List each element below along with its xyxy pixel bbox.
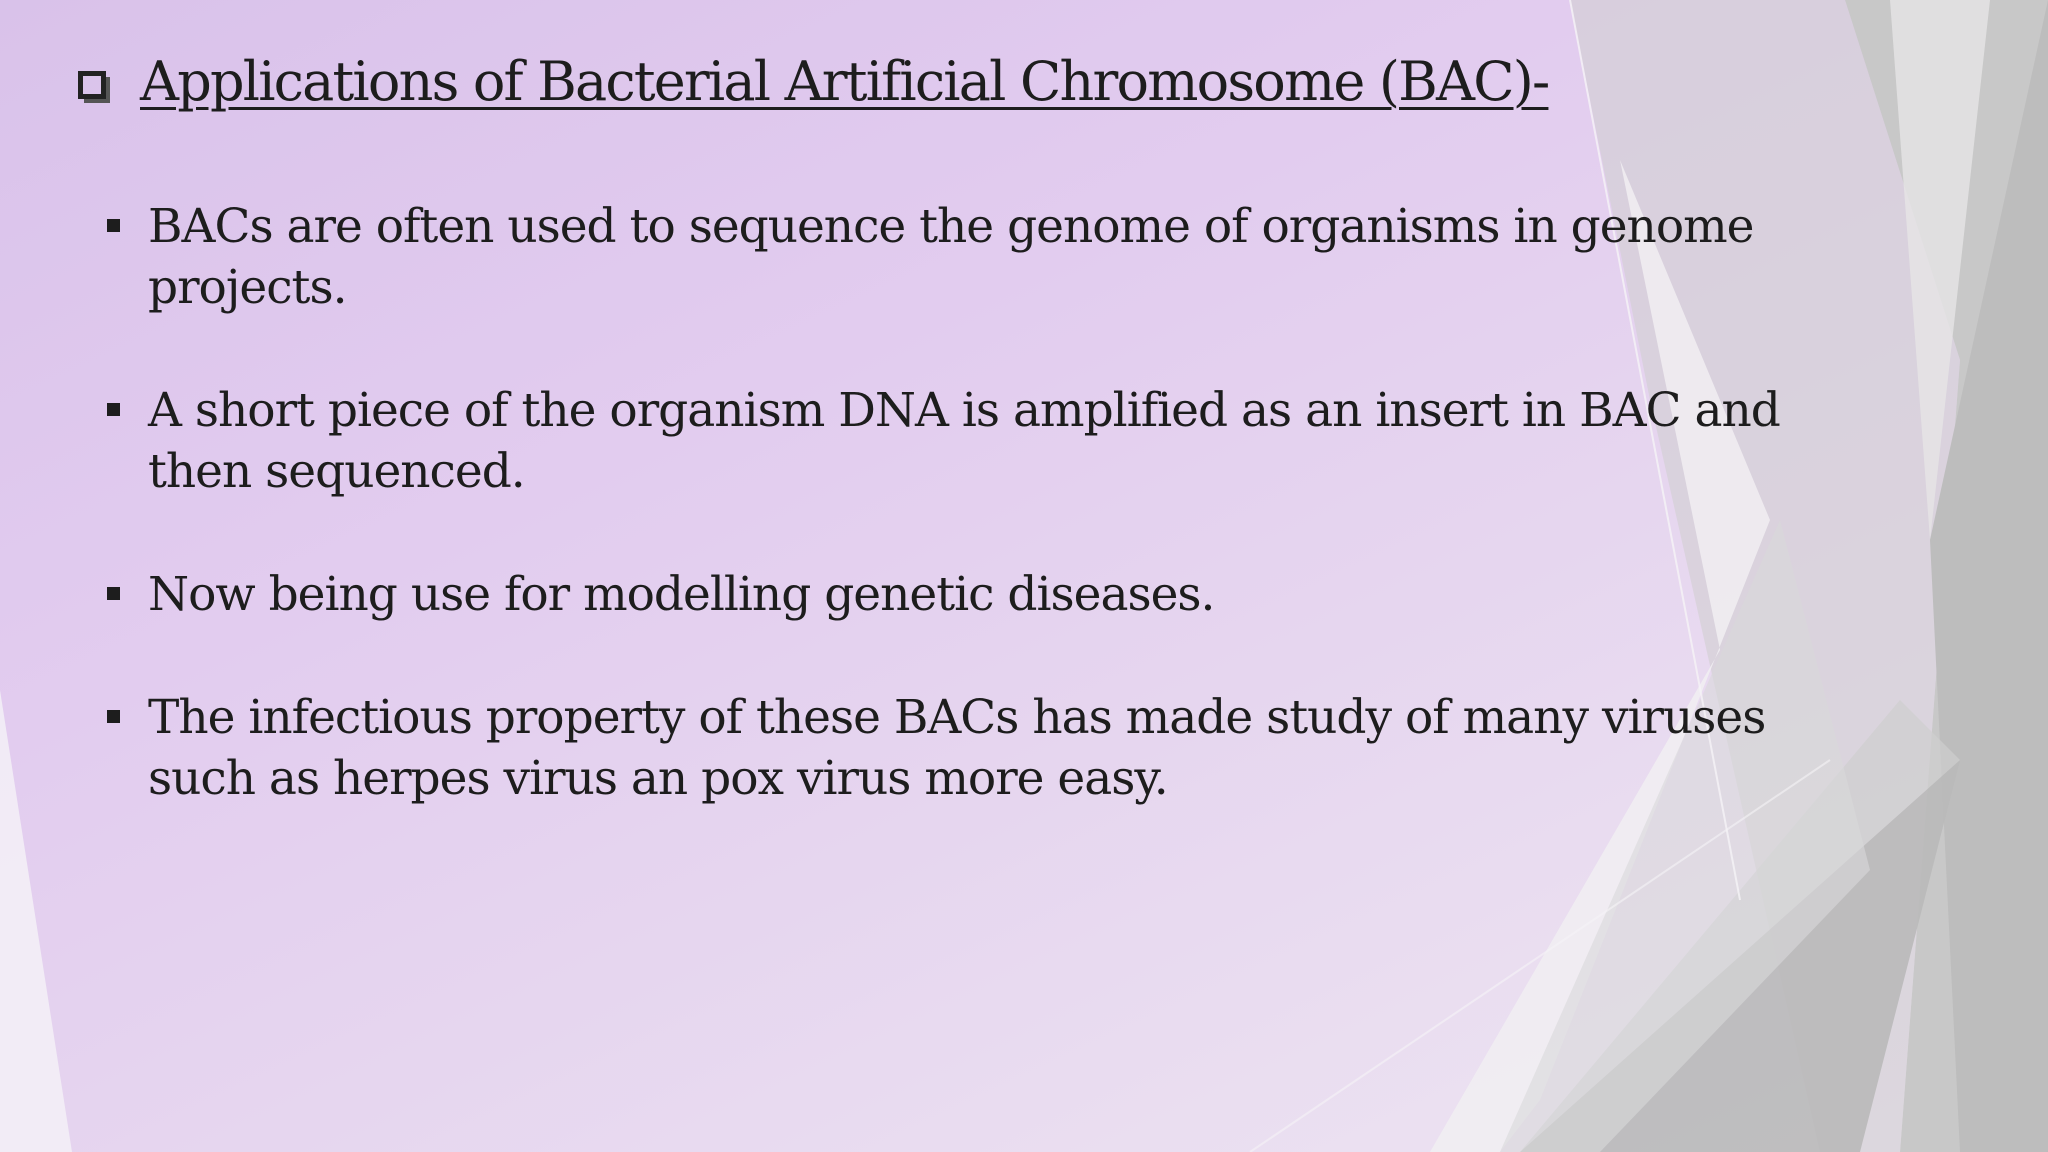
bullet-item [104, 196, 1884, 318]
square-checkbox-icon [78, 71, 106, 99]
bullet-text: The infectious property of these BACs has made study of many viruses such as herpes virus an pox virus more easy. [148, 690, 1766, 806]
bullet-text: Now being use for modelling genetic diseases. [148, 567, 1215, 622]
square-bullet-icon [107, 403, 120, 416]
bullet-item [104, 380, 1884, 502]
square-bullet-icon [107, 710, 120, 723]
square-bullet-icon [107, 219, 120, 232]
bullet-text: BACs are often used to sequence the genome of organisms in genome projects. [148, 199, 1754, 315]
bullet-item [104, 564, 1884, 625]
title-row [78, 50, 1548, 113]
bullet-item [104, 687, 1884, 809]
square-bullet-icon [107, 587, 120, 600]
bullet-list [104, 196, 1884, 871]
bullet-text: A short piece of the organism DNA is amplified as an insert in BAC and then sequenced. [148, 383, 1780, 499]
slide-title: Applications of Bacterial Artificial Chromosome (BAC)- [140, 50, 1549, 113]
